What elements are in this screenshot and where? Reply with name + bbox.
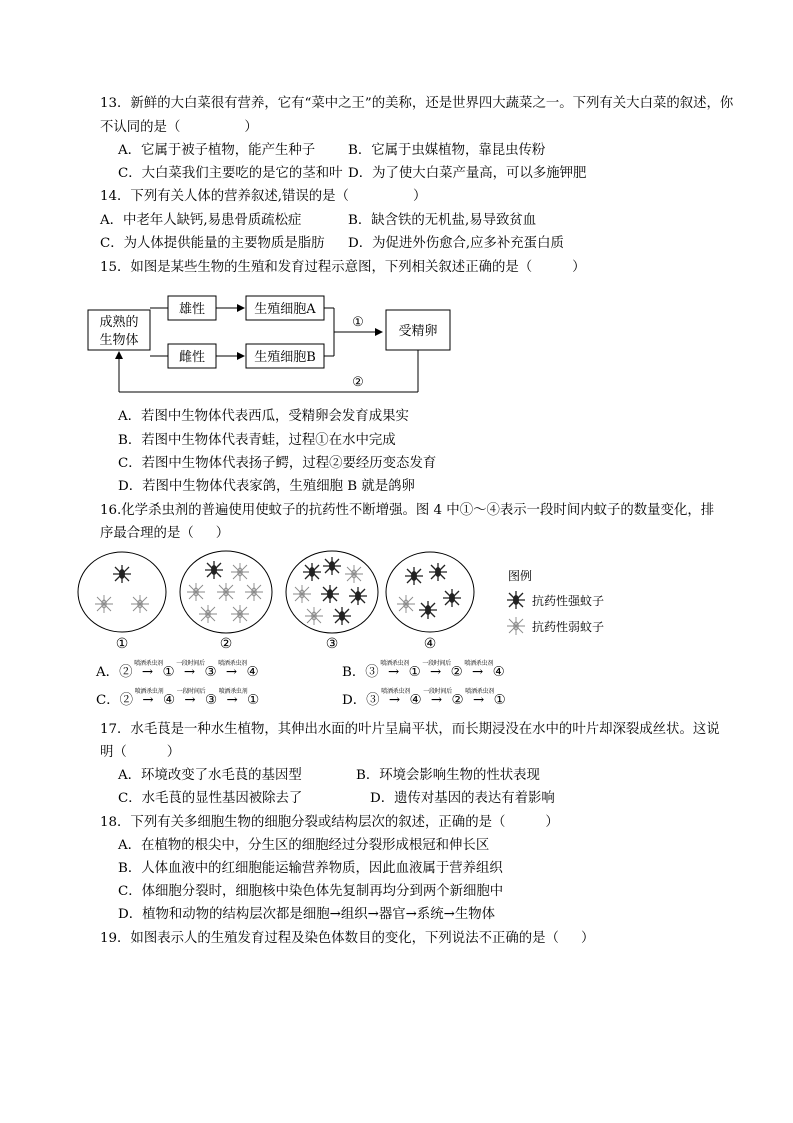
cell-b-label: 生殖细胞B [254,350,316,365]
cell-a-label: 生殖细胞A [254,302,316,317]
q16-stem-line1: 16.化学杀虫剂的普遍使用使蚊子的抗药性不断增强。图 4 中①～④表示一段时间内蚊子的数量变化，排 [100,503,715,518]
q18-stem [100,813,559,833]
circle-label-1: ① [115,636,129,652]
q17-option-c: C．水毛茛的显性基因被除去了 [118,791,303,806]
q17-option-b: B．环境会影响生物的性状表现 [356,768,540,783]
q14-option-d: D．为促进外伤愈合,应多补充蛋白质 [348,236,564,251]
nonresistant-mosquito-icon [187,583,205,601]
q15-option-b: B．若图中生物体代表青蛙，过程①在水中完成 [118,433,396,448]
nonresistant-mosquito-icon [95,595,113,613]
q19-stem-text: 19．如图表示人的生殖发育过程及染色体数目的变化，下列说法不正确的是（ [100,931,559,946]
q16-option-d: D．③ → 喷洒杀虫剂 ④ → 一段时间后 ② → 喷洒杀虫剂 ① [342,688,506,708]
q13-stem-line1: 13．新鲜的大白菜很有营养，它有“菜中之王”的美称，还是世界四大蔬菜之一。下列有关大白菜的叙述，你 [100,96,734,111]
q14-option-a: A．中老年人缺钙,易患骨质疏松症 [100,213,302,228]
male-label: 雄性 [178,302,206,317]
resistant-mosquito-icon [205,561,223,579]
q15-stem [100,258,586,278]
q13-stem-text: 不认同的是（ [100,120,181,135]
q17-stem-line2 [100,743,180,763]
q17-option-d: D．遗传对基因的表达有着影响 [370,791,555,806]
q17-option-a: A．环境改变了水毛茛的基因型 [118,768,302,783]
q15-option-c: C．若图中生物体代表扬子鳄，过程②要经历变态发育 [118,456,437,471]
q17-close: ） [166,745,181,760]
organism-label-1: 成熟的 [99,315,139,330]
circle-label-2: ② [219,636,233,652]
nonresistant-mosquito-icon [345,565,363,583]
q16-stem-line2 [100,524,229,544]
q17-stem-text: 明（ [100,745,127,760]
q18-close: ） [545,815,559,830]
q15-stem-text: 15．如图是某些生物的生殖和发育过程示意图，下列相关叙述正确的是（ [100,260,533,275]
organism-label-2: 生物体 [99,333,139,348]
population-circle-3 [286,551,378,633]
nonresistant-mosquito-icon [199,605,217,623]
legend-weak-label: 抗药性弱蚊子 [532,620,605,634]
q18-stem-text: 18．下列有关多细胞生物的细胞分裂或结构层次的叙述，正确的是（ [100,815,506,830]
nonresistant-mosquito-icon [293,585,311,603]
circle-label-3: ③ [325,636,339,652]
nonresistant-mosquito-icon [305,607,323,625]
q13-option-b: B．它属于虫媒植物，靠昆虫传粉 [348,143,546,158]
q13-option-a: A．它属于被子植物，能产生种子 [118,143,316,158]
step-1-label: ① [352,315,364,330]
q19-stem [100,929,594,949]
q16-stem-text: 序最合理的是（ [100,526,194,541]
q18-option-c: C．体细胞分裂时，细胞核中染色体先复制再均分到两个新细胞中 [118,884,504,899]
nonresistant-mosquito-icon [397,595,415,613]
q14-stem-text: 14．下列有关人体的营养叙述,错误的是（ [100,189,349,204]
nonresistant-mosquito-icon [507,617,525,635]
q14-option-b: B．缺含铁的无机盐,易导致贫血 [348,213,537,228]
nonresistant-mosquito-icon [231,605,249,623]
resistant-mosquito-icon [443,589,461,607]
population-circle-4 [386,552,474,632]
resistant-mosquito-icon [333,607,351,625]
reproduction-diagram [80,288,460,398]
q14-close: ） [412,189,427,204]
q16-option-b: B．③ → 喷洒杀虫剂 ① → 一段时间后 ② → 喷洒杀虫剂 ④ [342,660,505,680]
q18-option-a: A．在植物的根尖中，分生区的细胞经过分裂形成根冠和伸长区 [118,838,490,853]
population-circle-2 [180,551,272,633]
q16-close: ） [215,526,230,541]
mosquito-figure [76,548,636,656]
q16-option-c: C．② → 喷洒杀虫剂 ④ → 一段时间后 ③ → 喷洒杀虫剂 ① [96,688,260,708]
q15-option-d: D．若图中生物体代表家鸽，生殖细胞 B 就是鸽卵 [118,479,415,494]
zygote-label: 受精卵 [398,324,438,339]
q14-stem [100,187,426,207]
legend [507,568,604,635]
q18-option-b: B．人体血液中的红细胞能运输营养物质，因此血液属于营养组织 [118,861,503,876]
resistant-mosquito-icon [349,587,367,605]
q17-stem-line1: 17．水毛茛是一种水生植物，其伸出水面的叶片呈扁平状，而长期浸没在水中的叶片却深裂成丝状。这说 [100,722,720,737]
female-label: 雌性 [178,350,206,365]
circle-label-4: ④ [423,636,437,652]
q13-option-c: C．大白菜我们主要吃的是它的茎和叶 [118,166,343,181]
resistant-mosquito-icon [323,557,341,575]
q15-option-a: A．若图中生物体代表西瓜，受精卵会发育成果实 [118,409,409,424]
nonresistant-mosquito-icon [245,583,263,601]
q13-close: ） [244,120,258,135]
population-circle-1 [78,552,166,632]
q13-stem-line2 [100,118,258,138]
legend-strong-label: 抗药性强蚊子 [532,594,605,608]
resistant-mosquito-icon [419,601,437,619]
q13-option-d: D．为了使大白菜产量高，可以多施钾肥 [348,166,587,181]
resistant-mosquito-icon [405,567,423,585]
nonresistant-mosquito-icon [217,583,235,601]
resistant-mosquito-icon [429,563,447,581]
resistant-mosquito-icon [113,565,131,583]
resistant-mosquito-icon [321,585,339,603]
nonresistant-mosquito-icon [131,595,149,613]
step-2-label: ② [352,375,364,390]
resistant-mosquito-icon [507,591,525,609]
q15-close: ） [572,260,586,275]
q16-option-a: A．② → 喷洒杀虫剂 ① → 一段时间后 ③ → 喷洒杀虫剂 ④ [96,660,259,680]
q14-option-c: C．为人体提供能量的主要物质是脂肪 [100,236,325,251]
q19-close: ） [580,931,595,946]
resistant-mosquito-icon [303,563,321,581]
nonresistant-mosquito-icon [231,563,249,581]
q18-option-d: D．植物和动物的结构层次都是细胞→组织→器官→系统→生物体 [118,907,495,922]
legend-title: 图例 [508,569,533,583]
